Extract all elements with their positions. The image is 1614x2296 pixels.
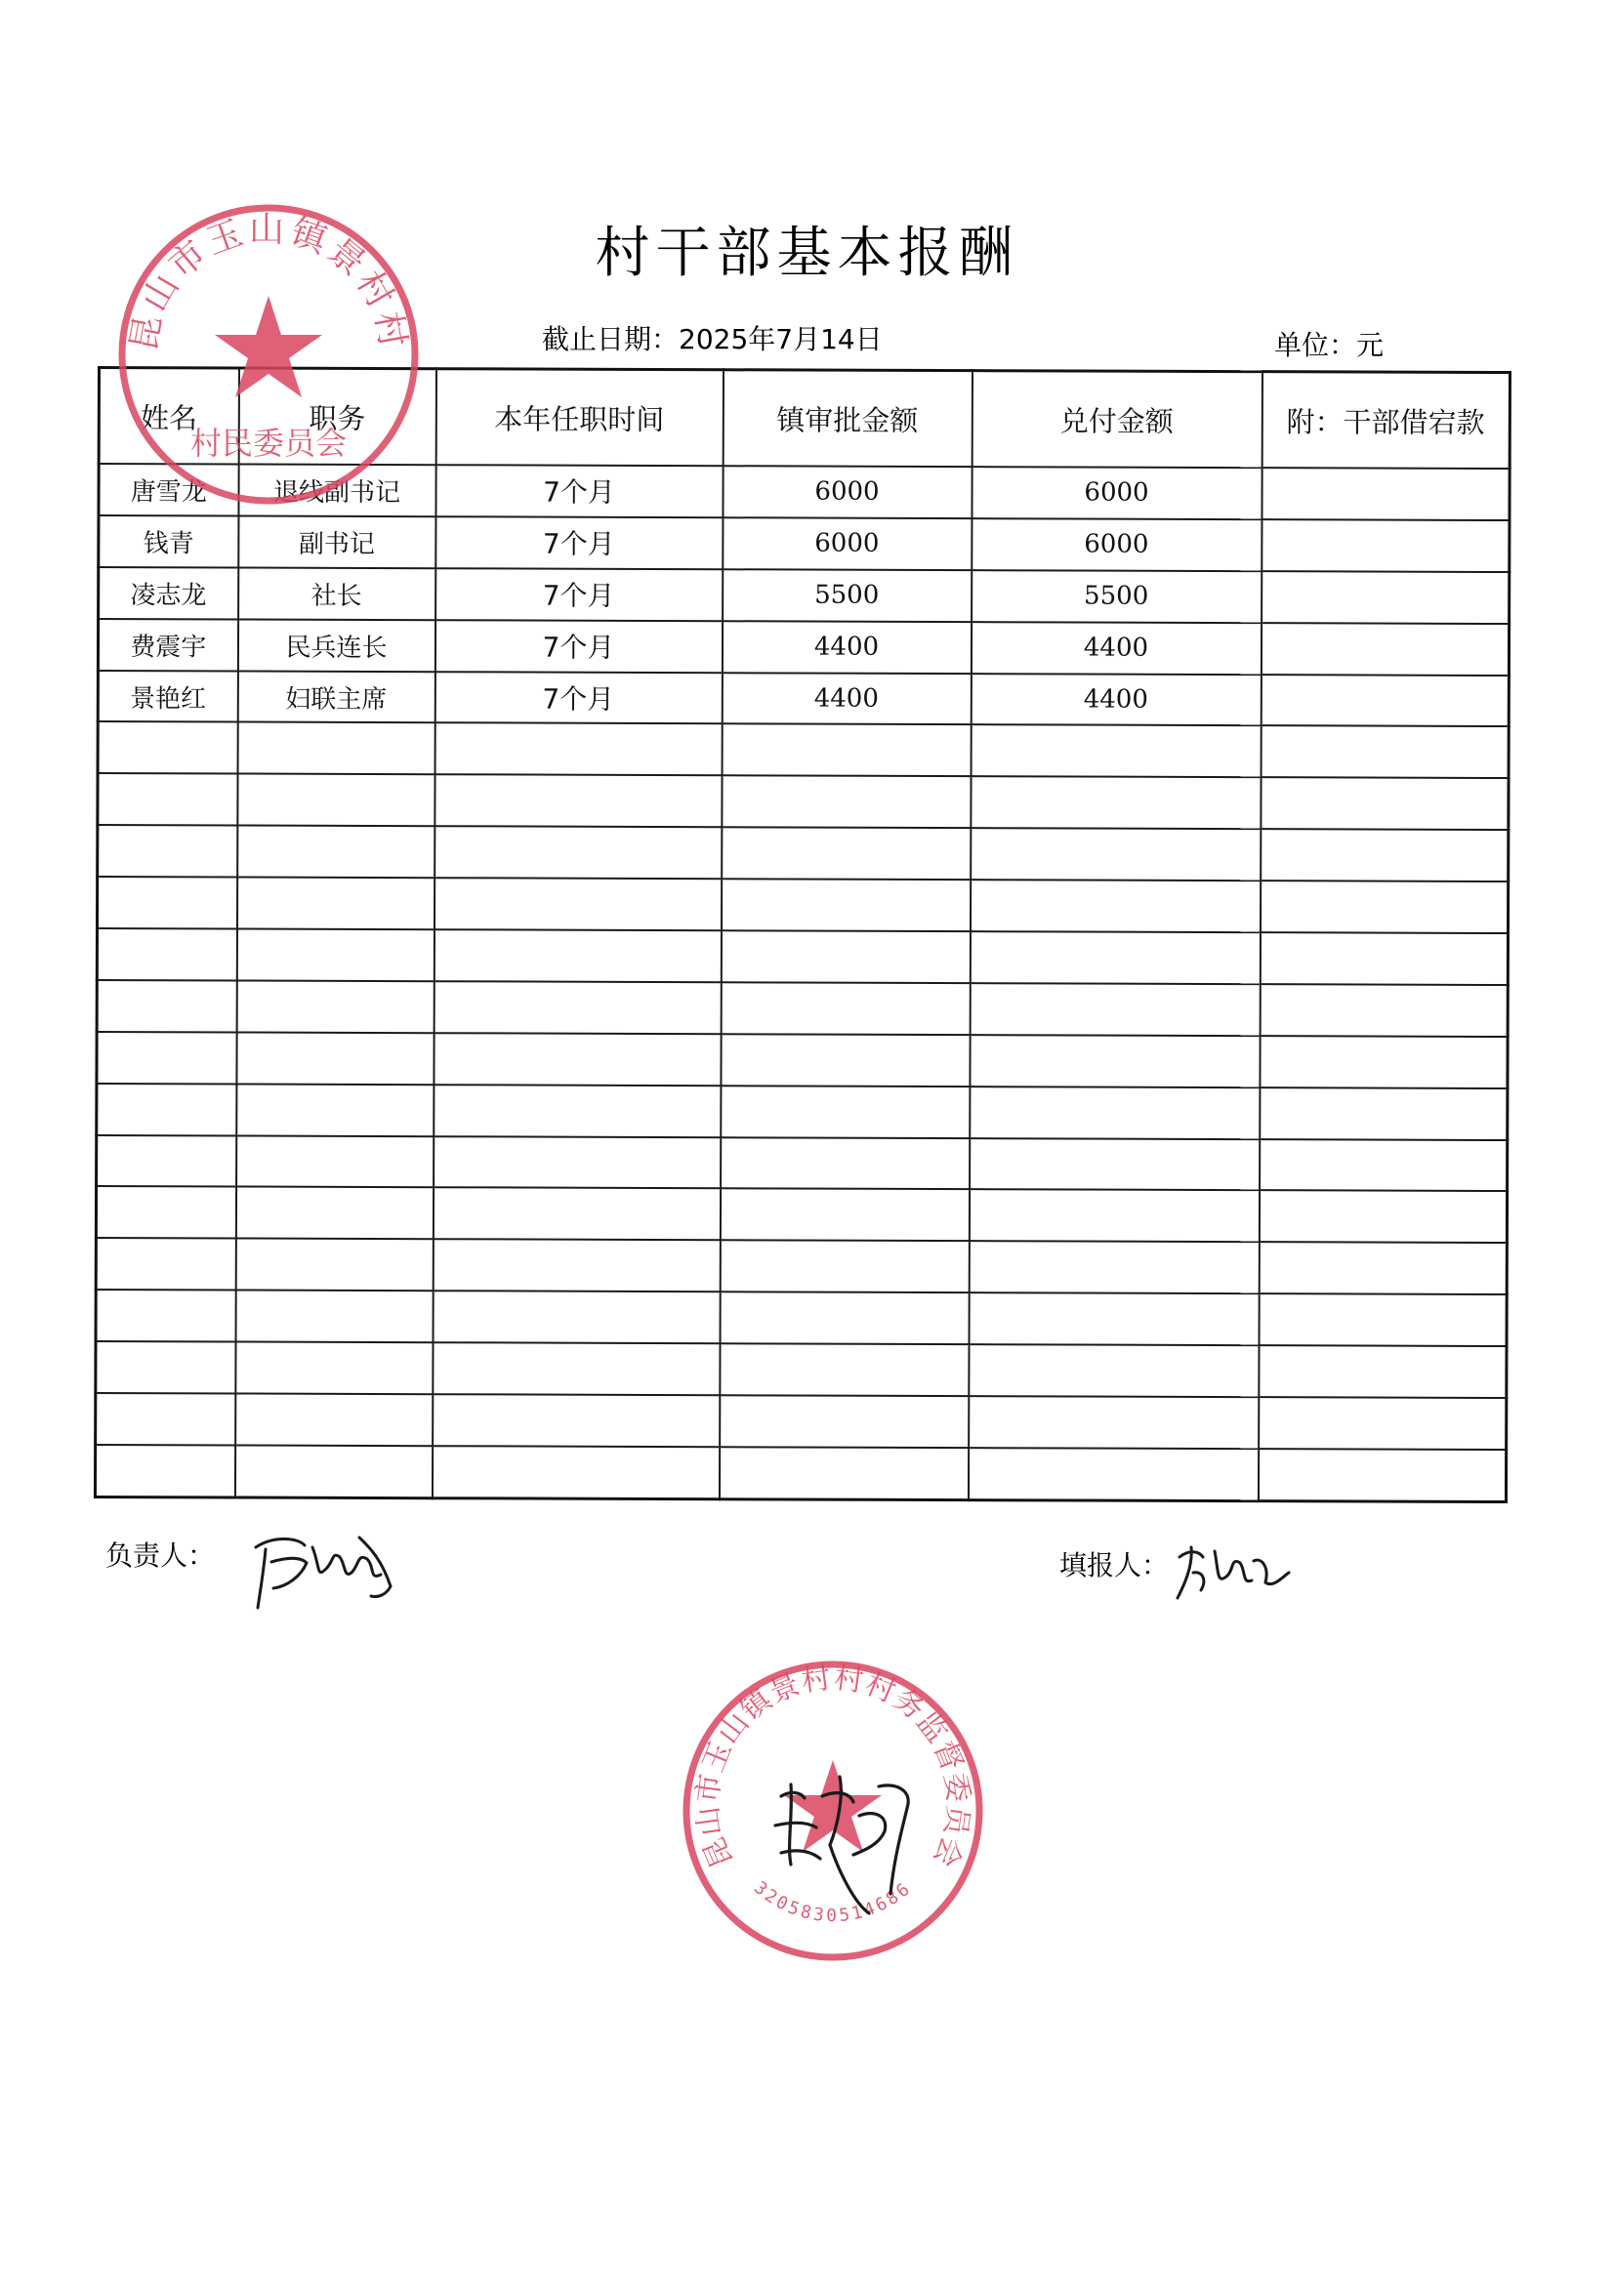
responsible-person-label: 负责人： bbox=[105, 1539, 216, 1572]
empty-table-row bbox=[97, 877, 1508, 933]
svg-text:昆山市玉山镇景村村村务监督委员会: 昆山市玉山镇景村村村务监督委员会 bbox=[690, 1660, 975, 1873]
empty-cell bbox=[97, 980, 236, 1032]
empty-table-row bbox=[96, 1238, 1507, 1294]
empty-cell bbox=[721, 879, 970, 931]
empty-cell bbox=[98, 721, 237, 773]
empty-cell bbox=[98, 825, 237, 877]
header-loan: 附：干部借宕款 bbox=[1262, 372, 1510, 469]
empty-cell bbox=[1260, 881, 1508, 933]
responsible-signature bbox=[244, 1518, 400, 1611]
empty-cell bbox=[433, 1394, 720, 1447]
empty-cell bbox=[1259, 1243, 1507, 1295]
cell-loan bbox=[1262, 519, 1510, 572]
empty-cell bbox=[1259, 1293, 1507, 1346]
empty-cell bbox=[1259, 1191, 1507, 1244]
empty-cell bbox=[1260, 984, 1508, 1037]
empty-table-row bbox=[98, 825, 1509, 882]
empty-table-row bbox=[95, 1445, 1506, 1502]
cell-name: 凌志龙 bbox=[99, 567, 238, 619]
empty-table-row bbox=[96, 1290, 1507, 1346]
empty-cell bbox=[97, 1032, 236, 1084]
cell-approved: 4400 bbox=[722, 673, 971, 725]
empty-cell bbox=[234, 1445, 432, 1497]
empty-cell bbox=[721, 1034, 970, 1086]
cell-name: 唐雪龙 bbox=[99, 464, 238, 515]
empty-cell bbox=[1259, 1345, 1507, 1398]
empty-cell bbox=[98, 773, 237, 825]
empty-cell bbox=[434, 1136, 721, 1189]
empty-table-row bbox=[97, 1135, 1508, 1192]
empty-cell bbox=[432, 1446, 719, 1499]
cell-duration: 7个月 bbox=[435, 672, 722, 724]
cell-position: 副书记 bbox=[238, 515, 435, 568]
empty-cell bbox=[236, 980, 434, 1033]
empty-cell bbox=[435, 723, 722, 776]
empty-cell bbox=[970, 1086, 1260, 1139]
empty-cell bbox=[720, 1189, 969, 1242]
empty-cell bbox=[96, 1238, 235, 1290]
empty-cell bbox=[235, 1394, 433, 1447]
empty-cell bbox=[970, 1035, 1260, 1087]
table-row bbox=[99, 515, 1510, 572]
empty-cell bbox=[434, 929, 721, 982]
empty-cell bbox=[236, 1084, 434, 1136]
empty-cell bbox=[96, 1341, 235, 1393]
cell-approved: 6000 bbox=[723, 517, 972, 570]
filler-signature bbox=[1172, 1528, 1294, 1611]
empty-cell bbox=[1261, 829, 1509, 882]
empty-cell bbox=[970, 1138, 1260, 1191]
svg-text:3205830514686: 3205830514686 bbox=[749, 1877, 917, 1927]
empty-table-row bbox=[98, 773, 1509, 830]
table-row bbox=[98, 671, 1509, 727]
cell-name: 景艳红 bbox=[98, 671, 237, 722]
empty-cell bbox=[720, 1395, 969, 1448]
cell-loan bbox=[1261, 623, 1509, 676]
empty-table-row bbox=[96, 1393, 1507, 1450]
cell-position: 退线副书记 bbox=[238, 465, 435, 517]
empty-cell bbox=[719, 1447, 968, 1499]
empty-cell bbox=[720, 1292, 969, 1344]
empty-cell bbox=[970, 880, 1260, 932]
cell-name: 费震宇 bbox=[98, 619, 237, 671]
empty-table-row bbox=[98, 721, 1509, 778]
compensation-table bbox=[94, 366, 1511, 1503]
cell-position: 妇联主席 bbox=[237, 671, 435, 723]
empty-cell bbox=[721, 982, 970, 1035]
empty-cell bbox=[971, 725, 1261, 778]
currency-unit: 单位：元 bbox=[1274, 329, 1385, 361]
empty-cell bbox=[237, 774, 435, 827]
empty-cell bbox=[235, 1342, 433, 1395]
empty-cell bbox=[433, 1188, 720, 1241]
empty-cell bbox=[96, 1290, 235, 1341]
cell-name: 钱青 bbox=[99, 515, 238, 567]
empty-table-row bbox=[97, 1032, 1508, 1088]
empty-cell bbox=[720, 1241, 969, 1293]
empty-cell bbox=[435, 826, 722, 879]
cell-loan bbox=[1261, 675, 1509, 727]
empty-cell bbox=[720, 1343, 969, 1396]
cell-paid: 6000 bbox=[972, 467, 1262, 519]
empty-cell bbox=[434, 878, 721, 930]
empty-cell bbox=[722, 724, 971, 777]
empty-cell bbox=[969, 1344, 1259, 1397]
empty-cell bbox=[969, 1292, 1259, 1345]
cell-duration: 7个月 bbox=[435, 465, 723, 517]
cell-position: 民兵连长 bbox=[237, 619, 435, 672]
empty-table-row bbox=[97, 980, 1508, 1037]
cell-paid: 4400 bbox=[971, 622, 1261, 675]
empty-cell bbox=[722, 776, 971, 829]
empty-cell bbox=[1258, 1449, 1506, 1501]
empty-cell bbox=[235, 1187, 433, 1240]
empty-cell bbox=[97, 877, 236, 928]
empty-table-row bbox=[97, 928, 1508, 985]
empty-cell bbox=[97, 928, 236, 980]
empty-cell bbox=[722, 827, 971, 880]
empty-cell bbox=[96, 1186, 235, 1238]
empty-cell bbox=[236, 1135, 434, 1188]
village-committee-seal bbox=[112, 198, 425, 511]
empty-cell bbox=[237, 722, 435, 775]
form-filler-label: 填报人： bbox=[1059, 1549, 1170, 1581]
empty-cell bbox=[95, 1445, 234, 1497]
cell-loan bbox=[1262, 468, 1510, 520]
empty-cell bbox=[235, 1239, 433, 1292]
cell-duration: 7个月 bbox=[435, 516, 723, 569]
empty-cell bbox=[969, 1396, 1259, 1449]
cell-paid: 4400 bbox=[971, 674, 1261, 726]
empty-cell bbox=[721, 1137, 970, 1190]
table-row bbox=[99, 567, 1510, 624]
cell-loan bbox=[1262, 571, 1510, 624]
empty-cell bbox=[1260, 1139, 1508, 1192]
empty-cell bbox=[968, 1448, 1258, 1501]
cell-paid: 5500 bbox=[972, 570, 1262, 623]
empty-cell bbox=[1261, 778, 1509, 831]
cell-duration: 7个月 bbox=[435, 620, 722, 673]
empty-cell bbox=[236, 929, 434, 982]
header-position: 职务 bbox=[238, 368, 435, 465]
cell-approved: 5500 bbox=[723, 569, 972, 622]
header-duration: 本年任职时间 bbox=[435, 369, 723, 467]
cell-approved: 4400 bbox=[722, 621, 971, 674]
empty-cell bbox=[97, 1084, 236, 1135]
cell-duration: 7个月 bbox=[435, 568, 723, 621]
empty-cell bbox=[1260, 1036, 1508, 1088]
empty-cell bbox=[433, 1240, 720, 1292]
header-paid-amount: 兑付金额 bbox=[972, 371, 1262, 469]
cutoff-date: 截止日期：2025年7月14日 bbox=[542, 323, 883, 355]
empty-cell bbox=[434, 1033, 721, 1086]
empty-cell bbox=[236, 878, 434, 930]
empty-cell bbox=[434, 1085, 721, 1137]
empty-cell bbox=[971, 828, 1261, 881]
empty-cell bbox=[237, 826, 435, 879]
supervisor-signature bbox=[762, 1757, 928, 1923]
empty-cell bbox=[433, 1342, 720, 1395]
empty-cell bbox=[969, 1241, 1259, 1293]
empty-cell bbox=[970, 983, 1260, 1036]
empty-cell bbox=[433, 1291, 720, 1343]
empty-cell bbox=[1260, 1087, 1508, 1140]
empty-table-row bbox=[96, 1186, 1507, 1243]
svg-text:村民委员会: 村民委员会 bbox=[189, 425, 348, 462]
empty-cell bbox=[721, 930, 970, 983]
cell-approved: 6000 bbox=[723, 466, 972, 518]
empty-cell bbox=[435, 775, 722, 828]
empty-cell bbox=[969, 1190, 1259, 1243]
empty-cell bbox=[96, 1393, 235, 1445]
empty-cell bbox=[1259, 1397, 1507, 1450]
empty-cell bbox=[1260, 932, 1508, 985]
cell-position: 社长 bbox=[238, 567, 435, 620]
empty-cell bbox=[236, 1032, 434, 1085]
svg-text:昆山市玉山镇景村村: 昆山市玉山镇景村村 bbox=[123, 209, 414, 354]
header-approved-amount: 镇审批金额 bbox=[723, 370, 972, 467]
empty-cell bbox=[971, 776, 1261, 829]
empty-table-row bbox=[96, 1341, 1507, 1398]
header-name: 姓名 bbox=[99, 368, 238, 465]
empty-cell bbox=[1261, 726, 1509, 779]
empty-cell bbox=[235, 1291, 433, 1343]
document-title: 村干部基本报酬 bbox=[595, 222, 1019, 285]
empty-cell bbox=[434, 981, 721, 1034]
empty-cell bbox=[97, 1135, 236, 1187]
empty-cell bbox=[721, 1086, 970, 1138]
empty-cell bbox=[970, 931, 1260, 984]
cell-paid: 6000 bbox=[972, 518, 1262, 571]
empty-table-row bbox=[97, 1084, 1508, 1140]
table-row bbox=[98, 619, 1509, 676]
